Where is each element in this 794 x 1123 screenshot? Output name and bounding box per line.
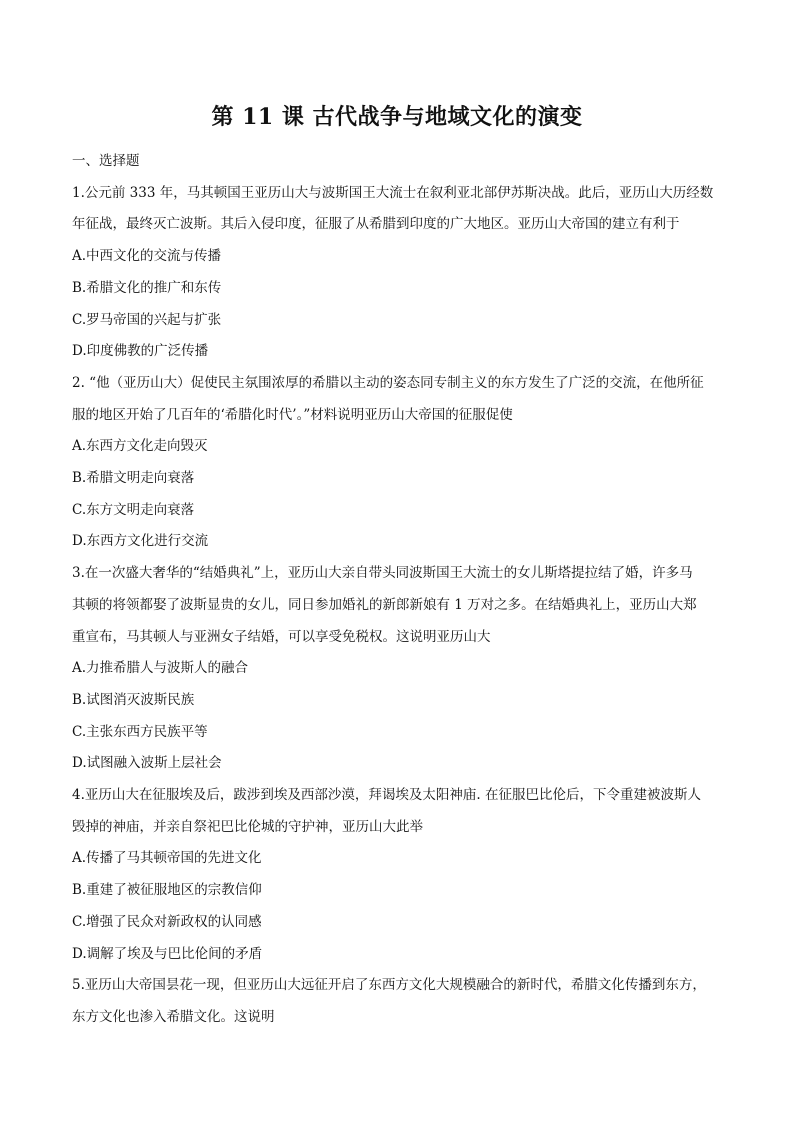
option-c: C.东方文明走向衰落 <box>72 501 195 518</box>
question-1 <box>72 178 726 368</box>
option-b: B.重建了被征服地区的宗教信仰 <box>72 882 262 899</box>
option-a: A.力推希腊人与波斯人的融合 <box>72 660 249 677</box>
question-stem-line: 2. “他（亚历山大）促使民主氛围浓厚的希腊以主动的姿态同专制主义的东方发生了广泛的交流，在他所征 <box>72 374 704 391</box>
document-title: 第 11 课 古代战争与地域文化的演变 <box>211 104 583 130</box>
option-b: B.试图消灭波斯民族 <box>72 691 195 708</box>
option-a: A.东西方文化走向毁灭 <box>72 438 208 455</box>
question-3 <box>72 558 726 780</box>
option-a: A.传播了马其顿帝国的先进文化 <box>72 850 262 867</box>
question-5 <box>72 970 726 1033</box>
question-stem-line: 4.亚历山大在征服埃及后，跋涉到埃及西部沙漠，拜谒埃及太阳神庙. 在征服巴比伦后，下令重建被波斯人 <box>72 787 701 804</box>
question-stem-line: 服的地区开始了几百年的‘希腊化时代’。”材料说明亚历山大帝国的征服促使 <box>72 406 513 423</box>
question-stem-line: 年征战，最终灭亡波斯。其后入侵印度，征服了从希腊到印度的广大地区。亚历山大帝国的建立有利于 <box>72 216 680 233</box>
option-d: D.印度佛教的广泛传播 <box>72 343 209 360</box>
option-c: C.罗马帝国的兴起与扩张 <box>72 311 222 328</box>
section-heading: 一、选择题 <box>72 153 140 169</box>
question-4 <box>72 780 726 970</box>
question-stem-line: 5.亚历山大帝国昙花一现，但亚历山大远征开启了东西方文化大规模融合的新时代，希腊文化传播到东方， <box>72 977 706 994</box>
document-body <box>72 146 726 1034</box>
question-stem-line: 毁掉的神庙，并亲自祭祀巴比伦城的守护神，亚历山大此举 <box>72 818 423 835</box>
option-d: D.调解了埃及与巴比伦间的矛盾 <box>72 945 263 962</box>
option-a: A.中西文化的交流与传播 <box>72 248 222 265</box>
question-stem-line: 3.在一次盛大奢华的“结婚典礼”上，亚历山大亲自带头同波斯国王大流士的女儿斯塔提拉结了婚，许多马 <box>72 565 693 582</box>
option-b: B.希腊文明走向衰落 <box>72 470 195 487</box>
option-d: D.东西方文化进行交流 <box>72 533 209 550</box>
option-c: C.主张东西方民族平等 <box>72 723 208 740</box>
question-stem-line: 重宣布，马其顿人与亚洲女子结婚，可以享受免税权。这说明亚历山大 <box>72 628 491 645</box>
question-stem-line: 其顿的将领都娶了波斯显贵的女儿，同日参加婚礼的新郎新娘有 1 万对之多。在结婚典礼上，亚历山大郑 <box>72 596 697 613</box>
option-d: D.试图融入波斯上层社会 <box>72 755 222 772</box>
question-stem-line: 东方文化也渗入希腊文化。这说明 <box>72 1008 275 1025</box>
option-c: C.增强了民众对新政权的认同感 <box>72 913 262 930</box>
question-2 <box>72 368 726 558</box>
option-b: B.希腊文化的推广和东传 <box>72 279 222 296</box>
question-stem-line: 1.公元前 333 年，马其顿国王亚历山大与波斯国王大流士在叙利亚北部伊苏斯决战。此后，亚历山大历经数 <box>72 184 714 201</box>
